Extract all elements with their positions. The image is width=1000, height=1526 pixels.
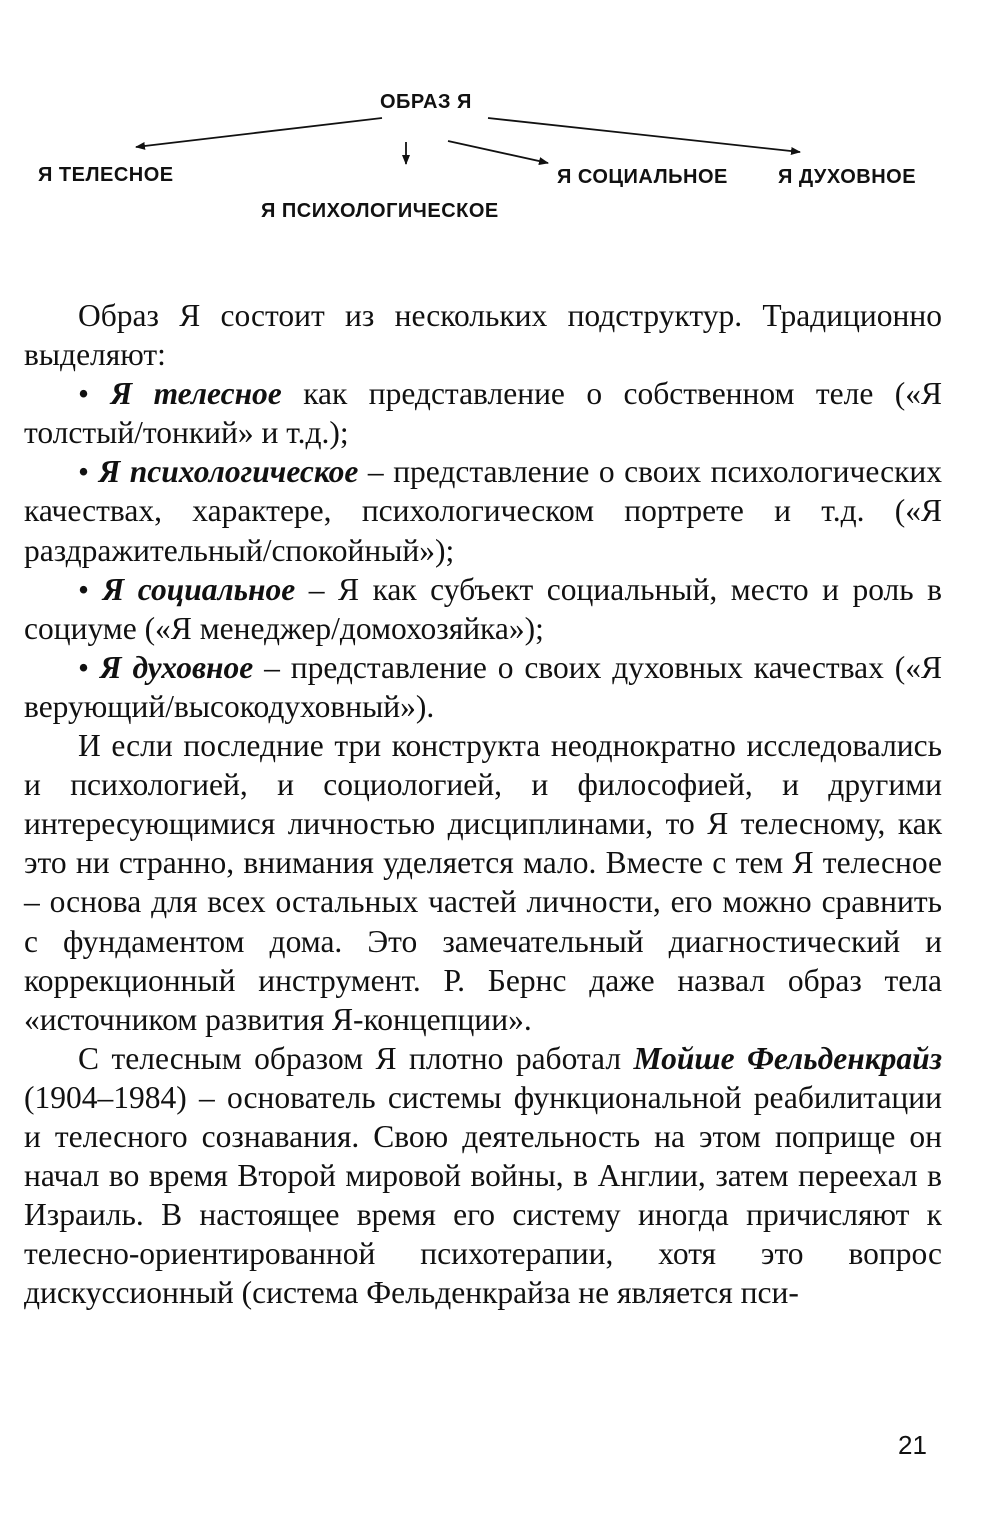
intro-paragraph: Образ Я состоит из нескольких подструктур. Традиционно выделяют: <box>24 298 942 373</box>
page-number: 21 <box>898 1430 927 1460</box>
list-item <box>24 648 942 726</box>
diagram-node-duhovnoe: Я ДУХОВНОЕ <box>778 166 917 188</box>
bullet: • <box>78 571 90 607</box>
term: Я телесное <box>110 376 282 412</box>
paragraph-3-rest: (1904–1984) – основатель системы функциональной реабилитации и телесного сознавания. Свою деятельность на этом поприще он начал во время Второй мировой войны, в Англии, затем переехал в Израиль. В настоящее время его систему иногда причисляют к телесно-ориентированной психотерапии, хотя это вопрос дискуссионный (система Фельденкрайза не является пси- <box>24 1079 942 1311</box>
diagram-node-psihologicheskoe: Я ПСИХОЛОГИЧЕСКОЕ <box>261 200 499 222</box>
paragraph-2: И если последние три конструкта неоднократно исследовались и психологией, и социологией, и философией, и другими интересующимися личностью дисциплинами, то Я телесному, как это ни странно, внимания уделяется мало. Вместе с тем Я телесное – основа для всех остальных частей личности, его можно сравнить с фундаментом дома. Это замечательный диагностический и коррекционный инструмент. Р. Бернс даже назвал образ тела «источником развития Я-концепции». <box>24 728 942 1037</box>
bullet: • <box>78 376 90 412</box>
person-name: Мойше Фельденкрайз <box>633 1040 942 1076</box>
term: Я социальное <box>102 571 296 607</box>
diagram-arrows <box>0 0 1000 240</box>
description: как представление о собственном теле («Я толстый/тонкий» и т.д.); <box>24 376 943 451</box>
diagram-root: ОБРАЗ Я <box>380 91 472 113</box>
arrow-telesnoe <box>136 118 382 147</box>
paragraph-3-lead: С телесным образом Я плотно работал <box>78 1040 634 1076</box>
description: – представление о своих психологических качествах, характере, психологическом портрете и т.д. («Я раздражительный/спокойный»); <box>24 454 943 568</box>
diagram-node-socialnoe: Я СОЦИАЛЬНОЕ <box>557 166 728 188</box>
paragraph-3 <box>24 1039 942 1313</box>
description: – Я как субъект социальный, место и роль в социуме («Я менеджер/домохозяйка»); <box>24 571 943 646</box>
bullet: • <box>78 454 90 490</box>
diagram-node-telesnoe: Я ТЕЛЕСНОЕ <box>38 164 174 186</box>
arrow-duhovnoe <box>488 118 800 152</box>
term: Я психологическое <box>98 454 359 490</box>
bullet: • <box>78 649 90 685</box>
list-item <box>24 374 942 452</box>
body-text <box>24 296 942 1312</box>
list-item <box>24 452 942 569</box>
term: Я духовное <box>99 649 254 685</box>
description: – представление о своих духовных качествах («Я верующий/высокодуховный»). <box>24 649 942 724</box>
list-item <box>24 570 942 648</box>
diagram <box>0 0 1000 240</box>
arrow-socialnoe <box>448 141 548 163</box>
